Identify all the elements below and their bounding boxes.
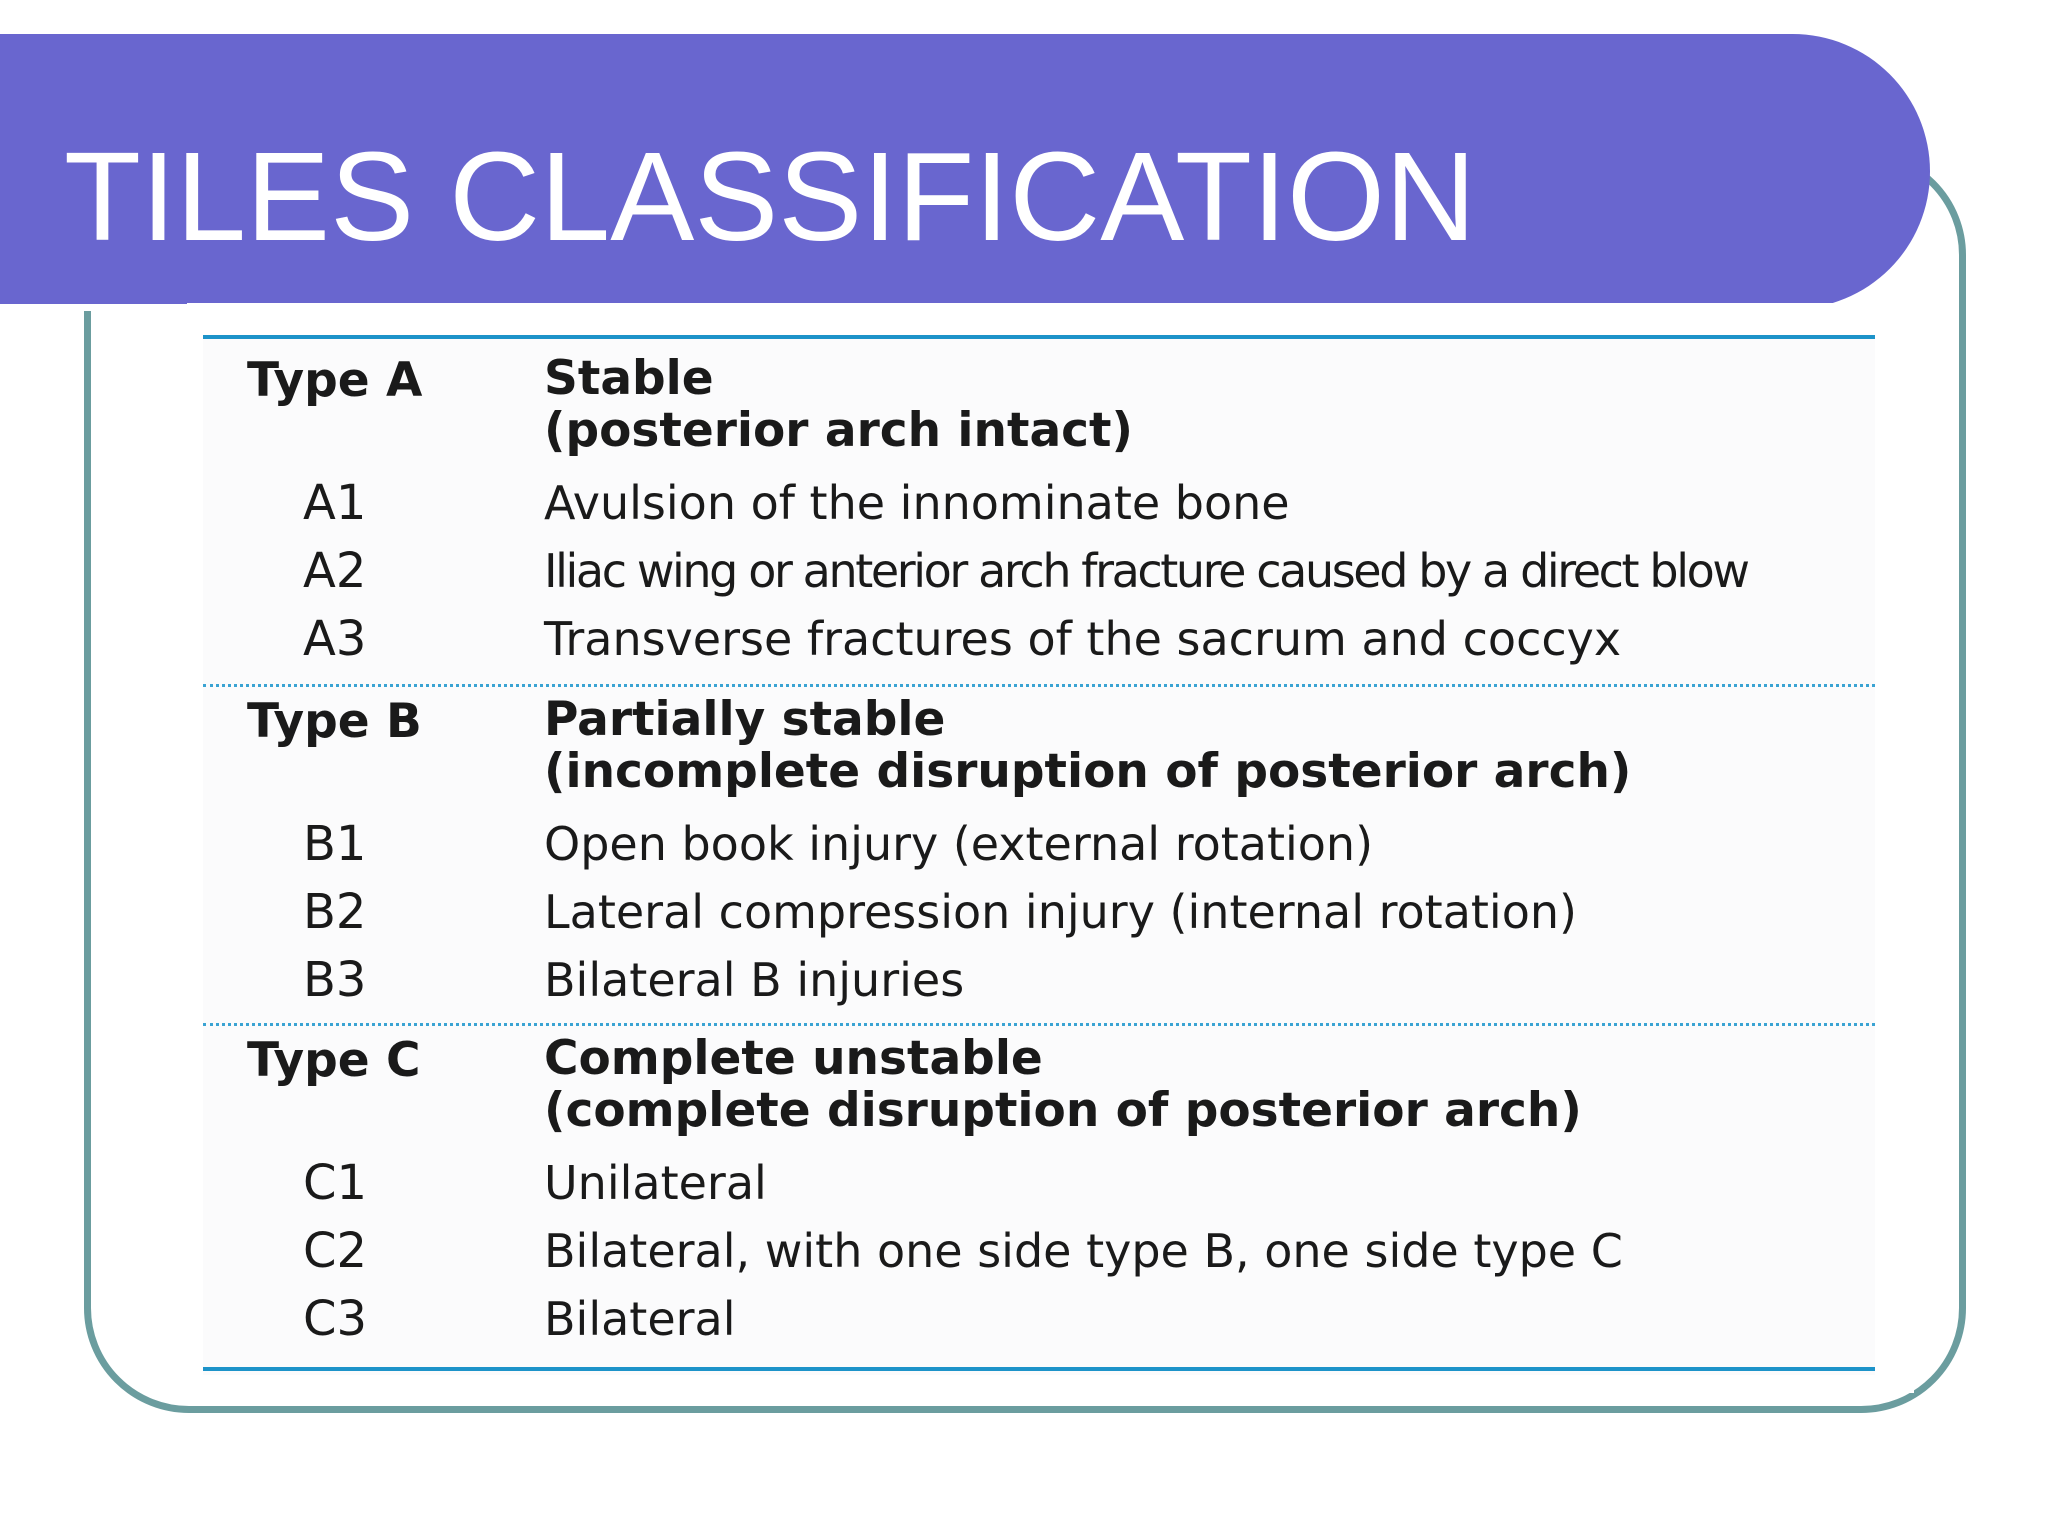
group-header-subtitle: (complete disruption of posterior arch) <box>544 1083 1582 1138</box>
group-divider <box>203 1023 1875 1026</box>
subtype-description: Lateral compression injury (internal rotation) <box>544 885 1577 939</box>
group-header-subtitle: (posterior arch intact) <box>544 403 1133 458</box>
subtype-code: C2 <box>303 1223 368 1279</box>
type-label: Type C <box>247 1033 421 1088</box>
title-bar <box>0 34 1930 309</box>
group-header-title: Partially stable <box>544 692 946 747</box>
subtype-description: Bilateral <box>544 1292 736 1346</box>
subtype-description: Transverse fractures of the sacrum and coccyx <box>544 612 1622 666</box>
table-top-rule <box>203 335 1875 339</box>
subtype-code: C1 <box>303 1155 368 1211</box>
subtype-description: Bilateral, with one side type B, one side type C <box>544 1224 1623 1278</box>
subtype-description: Iliac wing or anterior arch fracture caused by a direct blow <box>544 544 1748 598</box>
group-header-title: Complete unstable <box>544 1031 1043 1086</box>
subtype-code: B2 <box>303 884 367 940</box>
slide-title: TILES CLASSIFICATION <box>64 126 1476 267</box>
subtype-description: Avulsion of the innominate bone <box>544 476 1290 530</box>
subtype-description: Bilateral B injuries <box>544 953 965 1007</box>
group-divider <box>203 684 1875 687</box>
group-header-subtitle: (incomplete disruption of posterior arch) <box>544 744 1632 799</box>
subtype-code: B1 <box>303 816 367 872</box>
type-label: Type B <box>247 694 422 749</box>
classification-table <box>187 303 1914 1393</box>
subtype-code: A1 <box>303 475 367 531</box>
subtype-code: A2 <box>303 543 367 599</box>
subtype-code: A3 <box>303 611 367 667</box>
subtype-description: Open book injury (external rotation) <box>544 817 1374 871</box>
subtype-code: B3 <box>303 952 367 1008</box>
group-header-title: Stable <box>544 351 714 406</box>
subtype-description: Unilateral <box>544 1156 767 1210</box>
subtype-code: C3 <box>303 1291 368 1347</box>
type-label: Type A <box>247 353 423 408</box>
table-bottom-rule <box>203 1367 1875 1371</box>
